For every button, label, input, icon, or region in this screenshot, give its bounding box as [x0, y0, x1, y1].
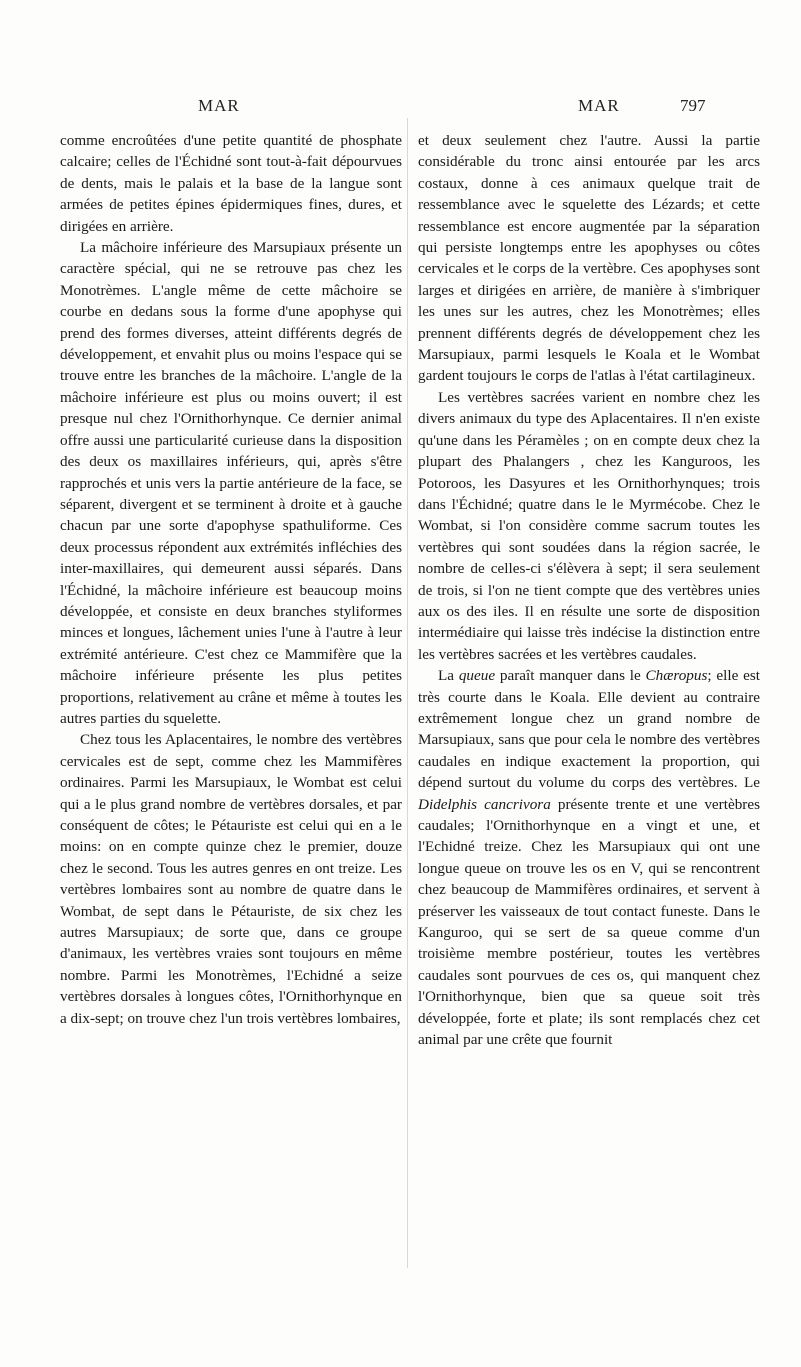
running-head-left: MAR: [198, 96, 240, 115]
paragraph: Les vertèbres sacrées varient en nombre chez les divers animaux du type des Aplacentaires. Il n'en existe qu'une dans les Péramèles ; on en compte deux chez la plupart des Phalangers , chez les Kanguroos, les Potoroos, les Dasyures et les Ornithorhynques; trois dans l'Échidné; quatre dans le le Myrmécobe. Chez le Wombat, si l'on considère comme sacrum toutes les vertèbres qui sont soudées dans la région sacrée, le nombre de celles-ci s'élèvera à sept; il sera seulement de trois, si l'on ne tient compte que des vertèbres unies aux os des iles. Il en résulte une sorte de disposition intermédiaire qui laisse très indécise la distinction entre les vertèbres sacrées et les vertèbres caudales.: [418, 388, 760, 663]
column-divider: [407, 118, 408, 1268]
text-run: présente trente et une vertèbres caudales; l'Ornithorhynque en a vingt et une, et l'Echidné treize. Chez les Marsupiaux qui ont une longue queue on trouve les os en V, qui se rencontrent chez beaucoup de Mammifères ordinaires, et servent à préserver les vaisseaux de tout contact funeste. Dans le Kanguroo, qui se sert de sa queue comme d'un troisième membre postérieur, toutes les vertèbres caudales sont pourvues de ces os, qui manquent chez l'Ornithorhynque, bien que sa queue soit très développée, forte et plate; ils sont remplacés chez cet animal par une crête que fournit: [418, 795, 760, 1049]
paragraph: comme encroûtées d'une petite quantité de phosphate calcaire; celles de l'Échidné sont tout-à-fait dépourvues de dents, mais le palais et la base de la langue sont armées de petites épines épidermiques fines, dures, et dirigées en arrière.: [60, 132, 402, 235]
right-column: [418, 130, 760, 1050]
paragraph: Chez tous les Aplacentaires, le nombre des vertèbres cervicales est de sept, comme chez les Mammifères ordinaires. Parmi les Marsupiaux, le Wombat est celui qui a le plus grand nombre de vertèbres dorsales, et par conséquent de côtes; le Pétauriste est celui qui en a le moins: on en compte quinze chez le premier, douze chez le second. Tous les autres genres en ont treize. Les vertèbres lombaires sont au nombre de quatre dans le Wombat, de sept dans le Pétauriste, de six chez les autres Marsupiaux; de sorte que, dans ce groupe d'animaux, les vertèbres vraies sont toujours en même nombre. Parmi les Monotrèmes, l'Echidné a seize vertèbres dorsales à longues côtes, l'Ornithorhynque en a dix-sept; on trouve chez l'un trois vertèbres lombaires,: [60, 731, 402, 1027]
paragraph: et deux seulement chez l'autre. Aussi la partie considérable du tronc ainsi entourée par les arcs costaux, donne à ces animaux quelque trait de ressemblance avec le squelette des Lézards; et cette ressemblance est encore augmentée par la séparation qui persiste longtemps entre les apophyses ou côtes cervicales et le corps de la vertèbre. Ces apophyses sont larges et dirigées en arrière, de manière à s'imbriquer les unes sur les autres, chez les Monotrèmes; elles prennent différents degrés de développement chez les Marsupiaux, parmi lesquels le Koala et le Wombat gardent toujours le corps de l'atlas à l'état cartilagineux.: [418, 132, 760, 385]
species-name: Didelphis cancrivora: [418, 795, 551, 813]
text-run: paraît manquer dans le: [495, 667, 646, 685]
paragraph-queue: [418, 665, 760, 1050]
text-run: ; elle est très courte dans le Koala. Elle devient au contraire extrêmement longue chez un grand nombre de Marsupiaux, sans que pour cela le nombre des vertèbres caudales en indique exactement la proportion, qui dépend surtout du volume du corps des vertèbres. Le: [418, 667, 760, 792]
running-head-right: MAR: [578, 96, 620, 115]
emphasis-term: queue: [458, 667, 496, 685]
genus-name: Chæropus: [645, 667, 708, 685]
left-column: [60, 130, 402, 1029]
paragraph: La mâchoire inférieure des Marsupiaux présente un caractère spécial, qui ne se retrouve pas chez les Monotrèmes. L'angle même de cette mâchoire se courbe en dedans sous la forme d'une apophyse qui prend des formes diverses, atteint différents degrés de développement, et envahit plus ou moins l'espace qui se trouve entre les branches de la mâchoire. L'angle de la mâchoire inférieure est plus ou moins ouvert; il est presque nul chez l'Ornithorhynque. Ce dernier animal offre aussi une particularité curieuse dans la disposition des deux os maxillaires inférieurs, qui, après s'être rapprochés et unis vers la partie antérieure de la face, se séparent, divergent et se terminent à droite et à gauche chacun par une sorte d'apophyse spathuliforme. Ces deux processus répondent aux extrémités infléchies des inter-maxillaires, qui demeurent aussi séparés. Dans l'Échidné, la mâchoire inférieure est beaucoup moins développée, et consiste en deux branches styliformes minces et longues, lâchement unies l'une à l'autre à leur extrémité antérieure. C'est chez ce Mammifère que la mâchoire inférieure présente les plus petites proportions, relativement au crâne et même à toutes les autres parties du squelette.: [60, 239, 402, 727]
text-run: La: [438, 667, 459, 685]
page-number: 797: [680, 96, 706, 115]
